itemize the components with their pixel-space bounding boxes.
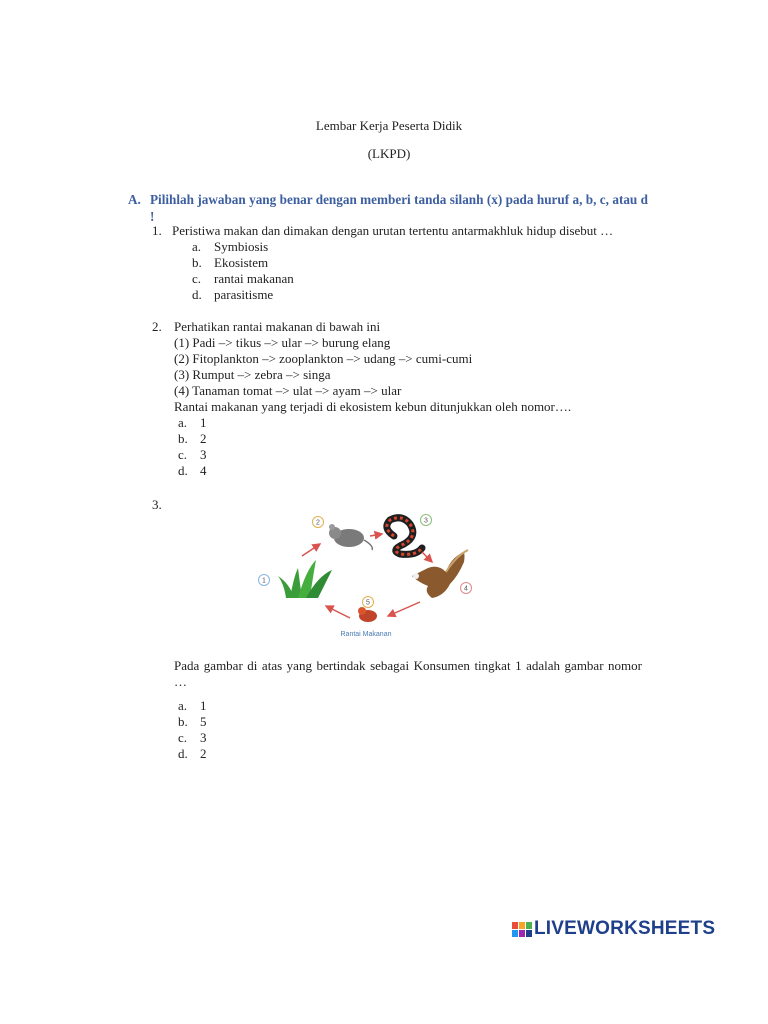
figure-label-1: 1 <box>262 577 266 585</box>
question-number: 1. <box>152 223 162 238</box>
bird-icon <box>358 607 377 622</box>
worksheet-title: Lembar Kerja Peserta Didik <box>315 118 463 133</box>
question-2 <box>152 319 652 479</box>
section-letter: A. <box>128 192 141 207</box>
snake-icon <box>387 518 422 555</box>
option-list <box>192 239 652 303</box>
question-3-text: Pada gambar di atas yang bertindak sebagai Konsumen tingkat 1 adalah gambar nomor … <box>174 658 642 689</box>
option-d[interactable]: d. parasitisme <box>192 287 274 302</box>
question-number: 2. <box>152 319 162 334</box>
food-chain-3: (3) Rumput –> zebra –> singa <box>174 367 331 382</box>
eagle-icon <box>412 550 468 598</box>
grass-icon <box>278 560 332 598</box>
option-d[interactable]: d. 2 <box>178 746 207 761</box>
mouse-icon <box>329 524 372 550</box>
question-text: Peristiwa makan dan dimakan dengan urutan tertentu antarmakhluk hidup disebut … <box>172 223 614 238</box>
question-text: Perhatikan rantai makanan di bawah ini <box>174 319 381 334</box>
section-instruction <box>128 191 648 225</box>
food-chain-1: (1) Padi –> tikus –> ular –> burung elang <box>174 335 391 350</box>
liveworksheets-logo[interactable] <box>512 918 715 940</box>
figure-caption: Rantai Makanan <box>340 631 392 638</box>
option-c[interactable]: c. rantai makanan <box>192 271 294 286</box>
option-c[interactable]: c. 3 <box>178 730 207 745</box>
logo-square <box>526 922 532 929</box>
food-chain-4: (4) Tanaman tomat –> ulat –> ayam –> ular <box>174 383 402 398</box>
question-3-number: 3. <box>152 497 162 512</box>
option-b[interactable]: b. Ekosistem <box>192 255 269 270</box>
option-b[interactable]: b. 5 <box>178 714 207 729</box>
logo-square <box>526 930 532 937</box>
figure-label-5: 5 <box>366 599 370 607</box>
logo-square <box>519 922 525 929</box>
question-prompt: Rantai makanan yang terjadi di ekosistem kebun ditunjukkan oleh nomor…. <box>174 399 572 414</box>
option-list <box>178 415 652 479</box>
option-a[interactable]: a. 1 <box>178 698 207 713</box>
logo-square <box>512 922 518 929</box>
option-a[interactable]: a. Symbiosis <box>192 239 269 254</box>
figure-label-4: 4 <box>464 585 468 593</box>
food-chain-figure <box>232 506 504 646</box>
section-instruction-text: Pilihlah jawaban yang benar dengan memberi tanda silanh (x) pada huruf a, b, c, atau d ! <box>150 192 648 224</box>
question-3-options <box>178 698 207 762</box>
food-chain-illustration <box>232 506 504 646</box>
logo-square <box>512 930 518 937</box>
option-b[interactable]: b. 2 <box>178 431 207 446</box>
option-d[interactable]: d. 4 <box>178 463 207 478</box>
option-c[interactable]: c. 3 <box>178 447 207 462</box>
logo-text: LIVEWORKSHEETS <box>534 918 716 939</box>
figure-label-2: 2 <box>316 519 320 527</box>
figure-label-3: 3 <box>424 517 428 525</box>
worksheet-subtitle: (LKPD) <box>367 146 411 161</box>
logo-icon <box>512 922 532 937</box>
option-a[interactable]: a. 1 <box>178 415 207 430</box>
food-chain-2: (2) Fitoplankton –> zooplankton –> udang –> cumi-cumi <box>174 351 473 366</box>
logo-square <box>519 930 525 937</box>
question-1 <box>152 223 652 303</box>
